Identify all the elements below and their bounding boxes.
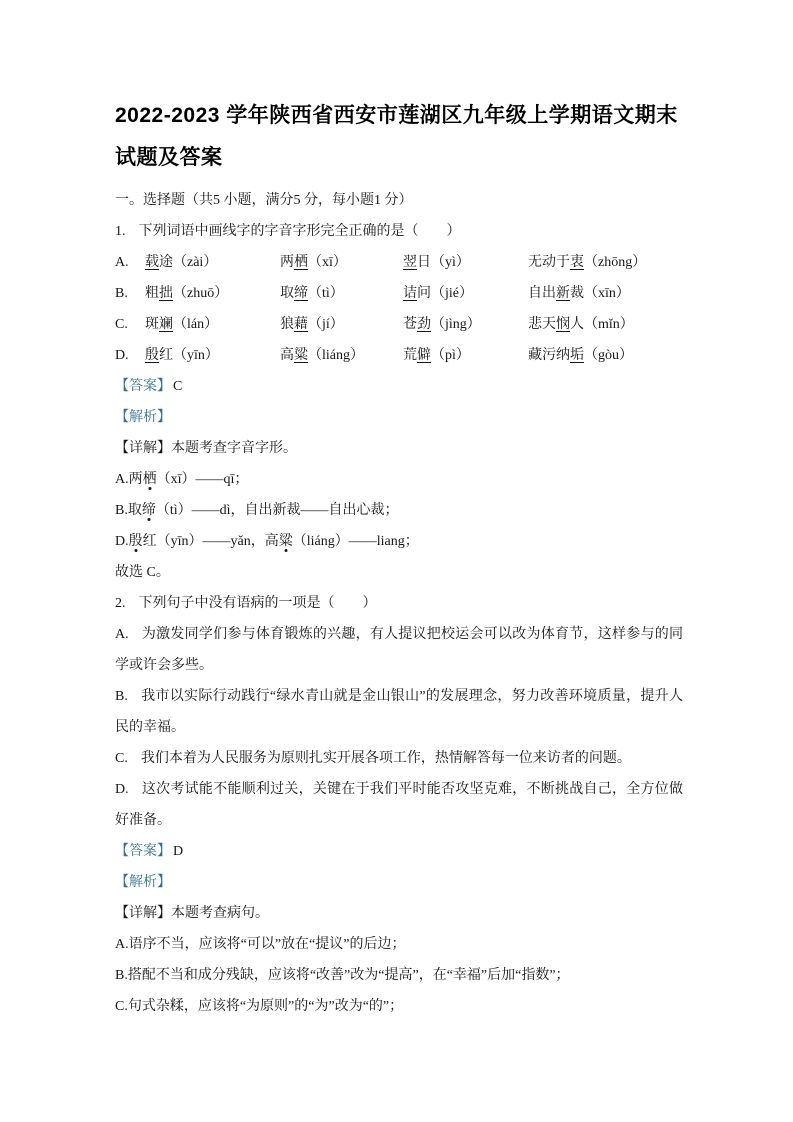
underlined-char: 斓 xyxy=(159,317,173,332)
text-segment: B.取 xyxy=(115,503,142,518)
analysis-label: 【解析】 xyxy=(115,410,171,425)
emphasized-char: 缔 xyxy=(141,503,156,518)
q1-analysis-line xyxy=(115,402,683,433)
question-1-stem xyxy=(115,216,683,247)
text-segment: 无动于 xyxy=(528,255,570,270)
underlined-char: 藉 xyxy=(294,317,308,332)
option-label: A. xyxy=(115,627,129,642)
q2-explain-a: A.语序不当，应该将“可以”放在“提议”的后边； xyxy=(115,937,406,952)
option-text: 为激发同学们参与体育锻炼的兴趣，有人提议把校运会可以改为体育节，这样参与的同学或许会多些。 xyxy=(115,627,683,673)
q2-analysis-line xyxy=(115,867,683,898)
answer-label: 【答案】 xyxy=(115,379,171,394)
text-segment: 粗 xyxy=(145,286,159,301)
text-segment: A.两 xyxy=(115,472,143,487)
underlined-char: 新 xyxy=(556,286,570,301)
option-item xyxy=(145,309,280,340)
text-segment: 人（mǐn） xyxy=(570,317,634,332)
text-segment: （tì） xyxy=(308,286,344,301)
text-segment: 悲天 xyxy=(528,317,556,332)
text-segment: 荒 xyxy=(403,348,417,363)
emphasized-char: 栖 xyxy=(142,472,157,487)
q1-explain-b xyxy=(115,495,683,526)
text-segment: D. xyxy=(115,534,129,549)
q1-conclusion: 故选 C。 xyxy=(115,565,170,580)
section-heading: 一。选择题（共5 小题，满分5 分，每小题1 分） xyxy=(115,193,413,208)
text-segment: 取 xyxy=(280,286,294,301)
question-2 xyxy=(115,588,683,1022)
underlined-char: 劲 xyxy=(417,317,431,332)
option-label: C. xyxy=(115,317,128,332)
text-segment: （liáng） xyxy=(308,348,364,363)
text-segment: （lán） xyxy=(173,317,219,332)
q1-option-row-b xyxy=(115,278,683,309)
option-item xyxy=(145,340,280,371)
underlined-char: 拙 xyxy=(159,286,173,301)
question-text: 下列词语中画线字的字音字形完全正确的是（ ） xyxy=(138,224,461,239)
emphasized-char: 殷 xyxy=(128,534,143,549)
option-item xyxy=(280,309,403,340)
q2-option-b xyxy=(115,681,683,743)
option-item xyxy=(403,309,528,340)
option-label: A. xyxy=(115,255,129,270)
option-label: B. xyxy=(115,689,128,704)
text-segment: （jí） xyxy=(308,317,344,332)
underlined-char: 缔 xyxy=(294,286,308,301)
text-segment: 苍 xyxy=(403,317,417,332)
text-segment: 途（zài） xyxy=(159,255,218,270)
q2-detail-line: 【详解】本题考查病句。 xyxy=(115,906,269,921)
option-label: D. xyxy=(115,782,129,797)
text-segment: （jìng） xyxy=(431,317,481,332)
text-segment: 红（yīn）——yǎn，高 xyxy=(142,534,279,549)
option-item xyxy=(403,340,528,371)
text-segment: 两 xyxy=(280,255,294,270)
option-item xyxy=(403,278,528,309)
option-item xyxy=(280,247,403,278)
option-item xyxy=(145,278,280,309)
q1-explain-d xyxy=(115,526,683,557)
underlined-char: 栖 xyxy=(294,255,308,270)
question-text: 下列句子中没有语病的一项是（ ） xyxy=(138,596,377,611)
option-text: 这次考试能不能顺利过关，关键在于我们平时能否攻坚克难，不断挑战自己，全方位做好准备。 xyxy=(115,782,683,828)
question-number: 1. xyxy=(115,224,126,239)
underlined-char: 僻 xyxy=(417,348,431,363)
option-item xyxy=(145,247,280,278)
page-title-line2: 试题及答案 xyxy=(115,146,223,169)
text-segment: 自出 xyxy=(528,286,556,301)
answer-label: 【答案】 xyxy=(115,844,171,859)
answer-value: C xyxy=(173,379,183,394)
question-1 xyxy=(115,216,683,588)
underlined-char: 殷 xyxy=(145,348,159,363)
option-label: D. xyxy=(115,348,129,363)
q1-detail-line: 【详解】本题考查字音字形。 xyxy=(115,441,297,456)
text-segment: 裁（xīn） xyxy=(570,286,630,301)
option-text: 我们本着为人民服务为原则扎实开展各项工作，热情解答每一位来访者的问题。 xyxy=(140,751,631,766)
option-label: C. xyxy=(115,751,128,766)
q2-explain-b: B.搭配不当和成分残缺，应该将“改善”改为“提高”，在“幸福”后加“指数”； xyxy=(115,968,570,983)
option-item xyxy=(528,309,683,340)
underlined-char: 粱 xyxy=(294,348,308,363)
underlined-char: 衷 xyxy=(570,255,584,270)
text-segment: 斑 xyxy=(145,317,159,332)
option-item xyxy=(528,247,683,278)
underlined-char: 垢 xyxy=(570,348,584,363)
q1-option-row-c xyxy=(115,309,683,340)
question-number: 2. xyxy=(115,596,126,611)
q2-option-d xyxy=(115,774,683,836)
question-2-stem xyxy=(115,588,683,619)
text-segment: （tì）——dì，自出新裁——自出心裁； xyxy=(155,503,399,518)
option-label: B. xyxy=(115,286,128,301)
analysis-label: 【解析】 xyxy=(115,875,171,890)
page-title xyxy=(115,95,683,179)
text-segment: 红（yīn） xyxy=(159,348,219,363)
text-segment: 狼 xyxy=(280,317,294,332)
underlined-char: 诘 xyxy=(403,286,417,301)
option-item xyxy=(528,278,683,309)
underlined-char: 翌 xyxy=(403,255,417,270)
text-segment: （pì） xyxy=(431,348,470,363)
text-segment: （xī） xyxy=(308,255,347,270)
emphasized-char: 粱 xyxy=(278,534,293,549)
option-text: 我市以实际行动践行“绿水青山就是金山银山”的发展理念，努力改善环境质量，提升人民的幸福。 xyxy=(115,689,683,735)
q1-option-row-d xyxy=(115,340,683,371)
q1-answer-line xyxy=(115,371,683,402)
text-segment: 高 xyxy=(280,348,294,363)
text-segment: （gòu） xyxy=(584,348,633,363)
underlined-char: 悯 xyxy=(556,317,570,332)
option-item xyxy=(528,340,683,371)
q2-explain-c: C.句式杂糅，应该将“为原则”的“为”改为“的”； xyxy=(115,999,404,1014)
text-segment: （zhuō） xyxy=(173,286,229,301)
text-segment: 问（jié） xyxy=(417,286,473,301)
option-item xyxy=(280,340,403,371)
text-segment: （zhōng） xyxy=(584,255,647,270)
answer-value: D xyxy=(173,844,184,859)
option-item xyxy=(403,247,528,278)
q1-explain-a xyxy=(115,464,683,495)
text-segment: 日（yì） xyxy=(417,255,470,270)
text-segment: 藏污纳 xyxy=(528,348,570,363)
option-item xyxy=(280,278,403,309)
q1-option-row-a xyxy=(115,247,683,278)
q2-answer-line xyxy=(115,836,683,867)
text-segment: （liáng）——liang； xyxy=(292,534,419,549)
q2-option-c xyxy=(115,743,683,774)
underlined-char: 载 xyxy=(145,255,159,270)
page-title-line1: 2022-2023 学年陕西省西安市莲湖区九年级上学期语文期末 xyxy=(115,104,678,127)
text-segment: （xī）——qī； xyxy=(156,472,249,487)
q2-option-a xyxy=(115,619,683,681)
